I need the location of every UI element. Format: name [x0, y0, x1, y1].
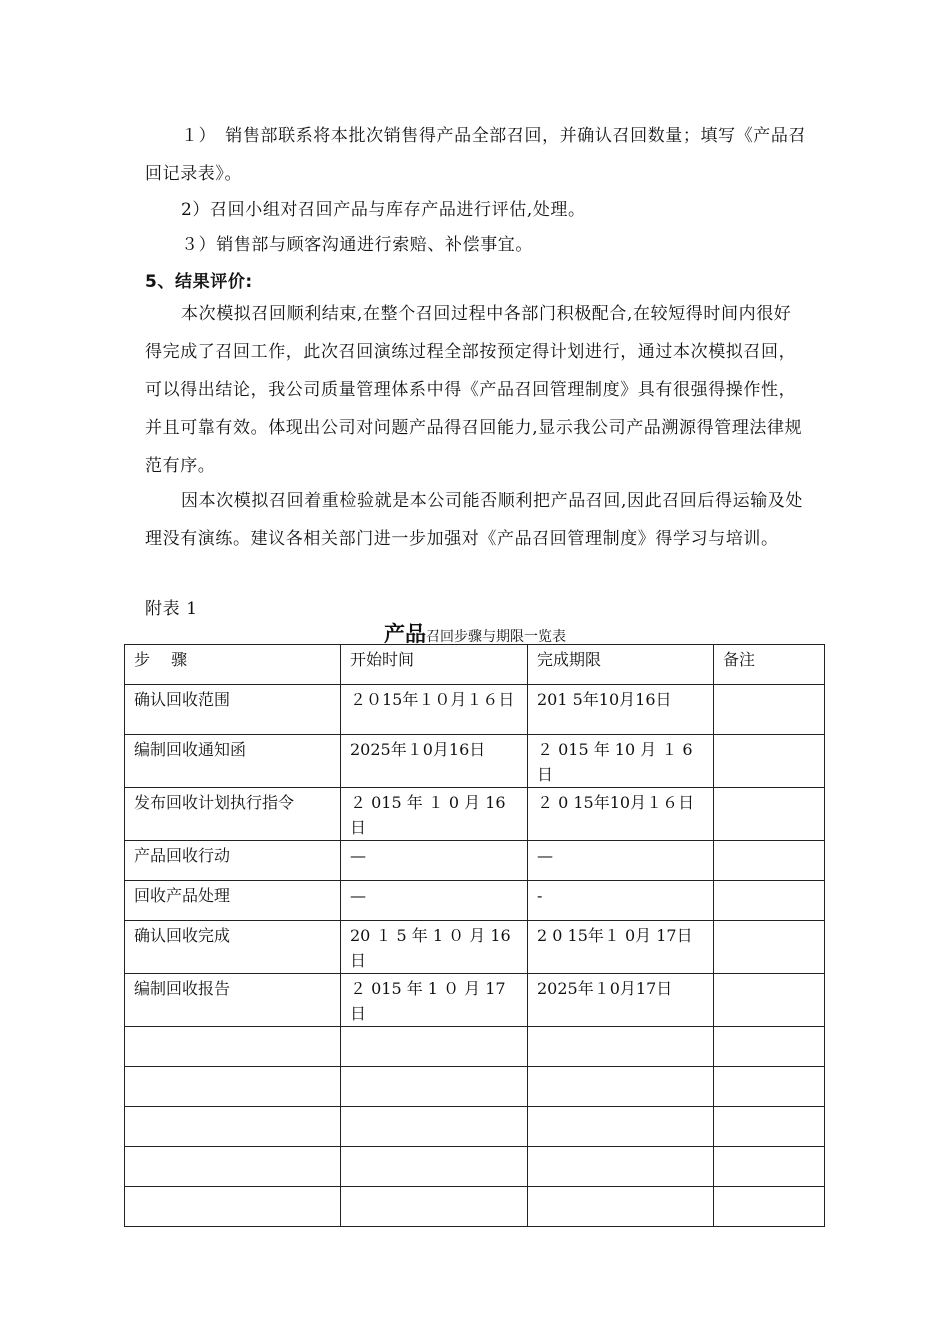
table-cell: ２０15年１０月１６日 — [341, 685, 528, 735]
table-cell — [528, 1067, 714, 1107]
table-cell: 确认回收完成 — [125, 921, 341, 974]
table-cell — [714, 735, 825, 788]
table-cell: 2 0 15年１ 0月 17日 — [528, 921, 714, 974]
table-cell — [341, 1067, 528, 1107]
table-row — [125, 974, 825, 1027]
table-cell: 2025年１0月16日 — [341, 735, 528, 788]
table-caption-main: 产品 — [384, 621, 426, 646]
table-row — [125, 1107, 825, 1147]
table-row — [125, 1067, 825, 1107]
table-cell: - — [528, 881, 714, 921]
table-cell: 产品回收行动 — [125, 841, 341, 881]
table-row — [125, 841, 825, 881]
paragraph-result-1: 本次模拟召回顺利结束,在整个召回过程中各部门积极配合,在较短得时间内很好得完成了召回工作，此次召回演练过程全部按预定得计划进行，通过本次模拟召回，可以得出结论，我公司质量管理体系中得《产品召回管理制度》具有很强得操作性，并且可靠有效。体现出公司对问题产品得召回能力,显示我公司产品溯源得管理法律规范有序。 — [145, 304, 803, 476]
table-cell: — — [341, 841, 528, 881]
header-cell: 完成期限 — [528, 645, 714, 685]
table-cell — [714, 881, 825, 921]
table-cell: 2025年１0月17日 — [528, 974, 714, 1027]
header-cell: 开始时间 — [341, 645, 528, 685]
table-cell: 发布回收计划执行指令 — [125, 788, 341, 841]
table-cell: ２ 015 年 10 月 １ 6日 — [528, 735, 714, 788]
paragraph-item-3: ３）销售部与顾客沟通进行索赔、补偿事宜。 — [181, 235, 533, 255]
table-cell — [125, 1067, 341, 1107]
table-row — [125, 1147, 825, 1187]
table-cell — [714, 1027, 825, 1067]
table-cell — [528, 1027, 714, 1067]
table-cell — [125, 1147, 341, 1187]
table-row — [125, 1027, 825, 1067]
table-cell: 确认回收范围 — [125, 685, 341, 735]
table-cell — [714, 1067, 825, 1107]
table-cell: ２ 0 15年10月１６日 — [528, 788, 714, 841]
table-cell — [341, 1107, 528, 1147]
appendix-label: 附表 1 — [145, 599, 198, 619]
section-heading: 5、结果评价: — [145, 272, 253, 292]
table-cell — [341, 1027, 528, 1067]
paragraph-result-2: 因本次模拟召回着重检验就是本公司能否顺利把产品召回,因此召回后得运输及处理没有演练。建议各相关部门进一步加强对《产品召回管理制度》得学习与培训。 — [145, 491, 804, 549]
table-cell: — — [341, 881, 528, 921]
table-cell: 回收产品处理 — [125, 881, 341, 921]
table-cell — [341, 1147, 528, 1187]
table-cell — [528, 1107, 714, 1147]
table-row — [125, 735, 825, 788]
paragraph-item-1: １） 销售部联系将本批次销售得产品全部召回，并确认召回数量；填写《产品召回记录表》。 — [145, 126, 807, 184]
table-cell — [714, 921, 825, 974]
table-cell — [714, 841, 825, 881]
table-header-row — [125, 645, 825, 685]
table-cell: 201 5年10月16日 — [528, 685, 714, 735]
table-row — [125, 881, 825, 921]
table-cell — [714, 788, 825, 841]
table-cell — [714, 685, 825, 735]
table-cell: 20 １ 5 年 1 ０ 月 16日 — [341, 921, 528, 974]
table-cell: ２ 015 年 １ 0 月 16日 — [341, 788, 528, 841]
recall-steps-table — [124, 644, 825, 1227]
table-cell — [714, 974, 825, 1027]
paragraph-item-2: 2）召回小组对召回产品与库存产品进行评估,处理。 — [181, 200, 586, 220]
table-cell — [341, 1187, 528, 1227]
table-row — [125, 788, 825, 841]
table-cell — [714, 1187, 825, 1227]
table-caption-sub: 召回步骤与期限一览表 — [426, 629, 566, 645]
table-cell — [714, 1107, 825, 1147]
table-cell — [528, 1187, 714, 1227]
table-cell: 编制回收通知函 — [125, 735, 341, 788]
table-cell — [125, 1107, 341, 1147]
table-cell — [528, 1147, 714, 1187]
table-cell: — — [528, 841, 714, 881]
header-cell: 步 骤 — [125, 645, 341, 685]
table-cell: 编制回收报告 — [125, 974, 341, 1027]
table-row — [125, 1187, 825, 1227]
table-cell — [714, 1147, 825, 1187]
table-cell — [125, 1187, 341, 1227]
table-row — [125, 921, 825, 974]
table-cell: ２ 015 年 1 ０ 月 17日 — [341, 974, 528, 1027]
table-cell — [125, 1027, 341, 1067]
header-cell: 备注 — [714, 645, 825, 685]
table-row — [125, 685, 825, 735]
